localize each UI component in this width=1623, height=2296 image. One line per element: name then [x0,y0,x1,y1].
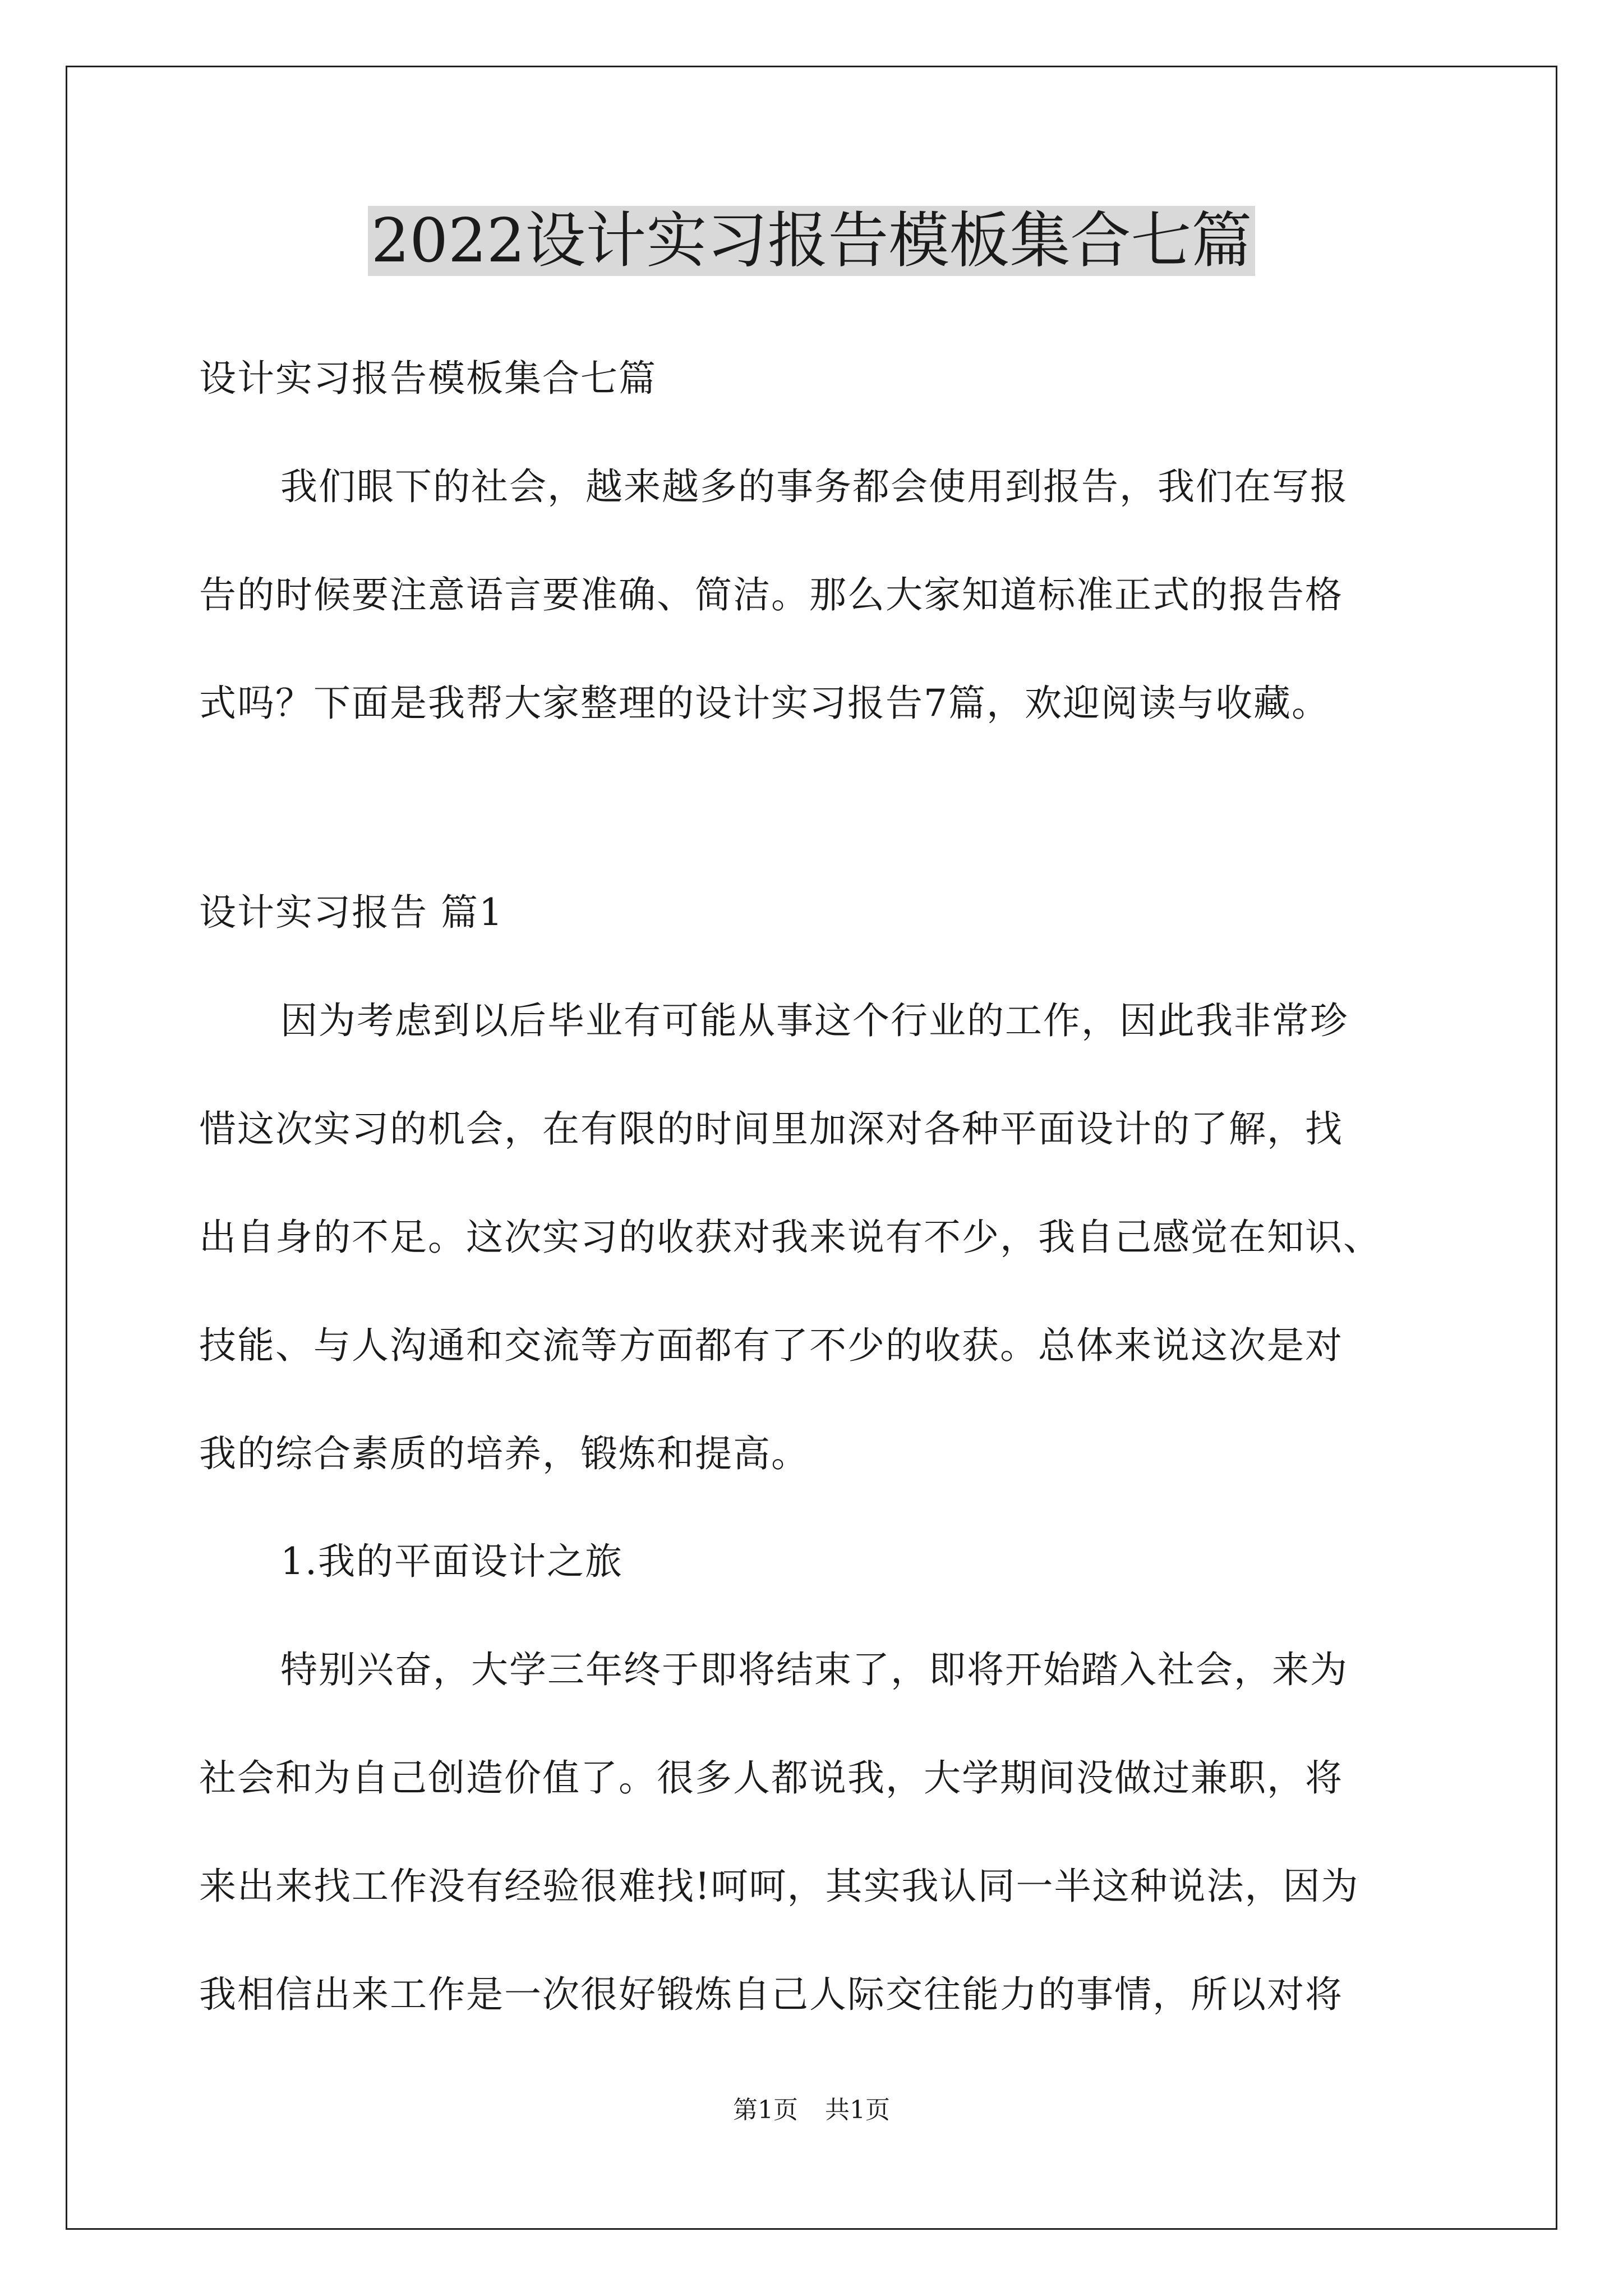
subheading: 1.我的平面设计之旅 [280,1540,623,1583]
intro-line: 告的时候要注意语言要准确、简洁。那么大家知道标准正式的报告格 [199,573,1343,616]
intro-line: 我们眼下的社会，越来越多的事务都会使用到报告，我们在写报 [280,465,1348,508]
paragraph-line: 特别兴奋，大学三年终于即将结束了，即将开始踏入社会，来为 [280,1648,1348,1691]
paragraph-line: 我相信出来工作是一次很好锻炼自己人际交往能力的事情，所以对将 [199,1973,1343,2016]
section-heading: 设计实习报告 篇1 [199,891,504,934]
intro-line: 式吗？下面是我帮大家整理的设计实习报告7篇，欢迎阅读与收藏。 [199,682,1330,725]
paragraph-line: 技能、与人沟通和交流等方面都有了不少的收获。总体来说这次是对 [199,1324,1343,1367]
page-total: 共1页 [825,2096,890,2124]
paragraph-line: 我的综合素质的培养，锻炼和提高。 [199,1432,809,1475]
paragraph-line: 惜这次实习的机会，在有限的时间里加深对各种平面设计的了解，找 [199,1107,1343,1151]
page-number: 第1页 [733,2096,798,2124]
paragraph-line: 来出来找工作没有经验很难找!呵呵，其实我认同一半这种说法，因为 [199,1865,1359,1908]
document-subtitle: 设计实习报告模板集合七篇 [199,357,657,400]
paragraph-line: 社会和为自己创造价值了。很多人都说我，大学期间没做过兼职，将 [199,1756,1343,1800]
document-title [0,202,1623,280]
paragraph-line: 出自身的不足。这次实习的收获对我来说有不少，我自己感觉在知识、 [199,1216,1381,1259]
document-title-text: 2022设计实习报告模板集合七篇 [368,206,1256,276]
paragraph-line: 因为考虑到以后毕业有可能从事这个行业的工作，因此我非常珍 [280,999,1348,1042]
page-footer [0,2093,1623,2127]
